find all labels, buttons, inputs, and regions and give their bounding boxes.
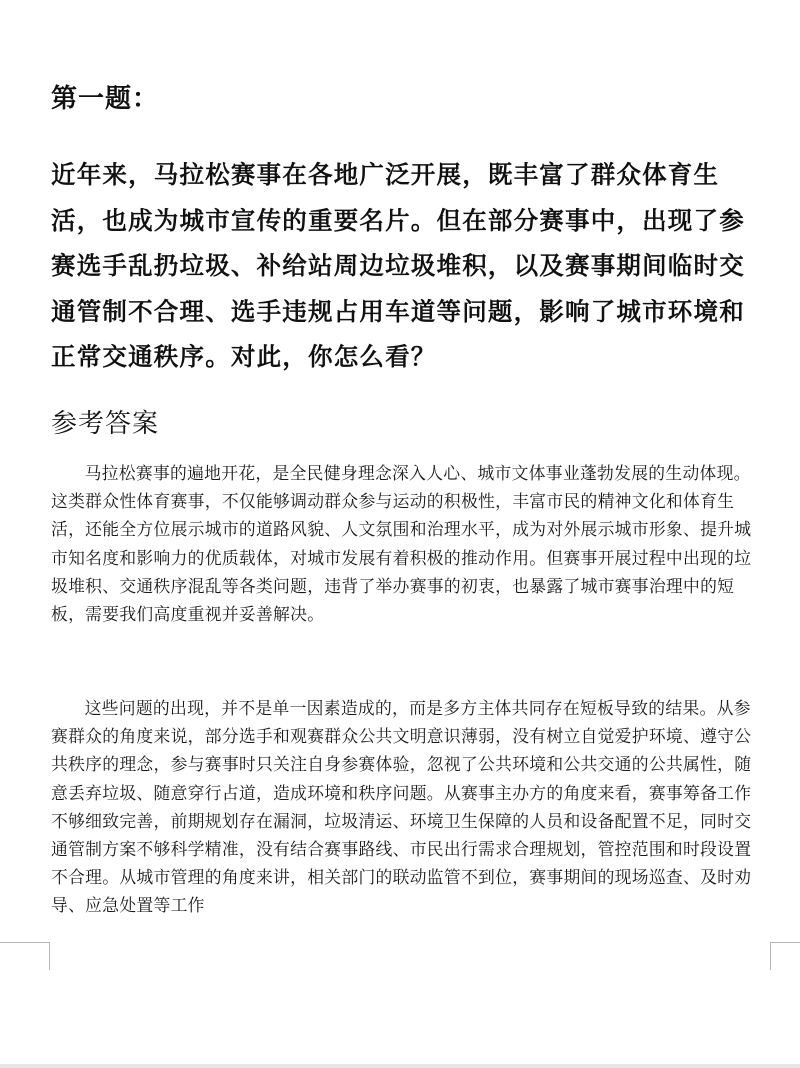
page-corner-mark-right-horizontal <box>770 942 800 943</box>
answer-paragraph-1: 马拉松赛事的遍地开花，是全民健身理念深入人心、城市文体事业蓬勃发展的生动体现。这类群众性体育赛事，不仅能够调动群众参与运动的积极性，丰富市民的精神文化和体育生活，还能全方位展示城市的道路风貌、人文氛围和治理水平，成为对外展示城市形象、提升城市知名度和影响力的优质载体，对城市发展有着积极的推动作用。但赛事开展过程中出现的垃圾堆积、交通秩序混乱等各类问题，违背了举办赛事的初衷，也暴露了城市赛事治理中的短板，需要我们高度重视并妥善解决。 <box>51 463 752 625</box>
page-corner-mark-left-horizontal <box>0 942 49 943</box>
question-text: 近年来，马拉松赛事在各地广泛开展，既丰富了群众体育生活，也成为城市宣传的重要名片。但在部分赛事中，出现了参赛选手乱扔垃圾、补给站周边垃圾堆积，以及赛事期间临时交通管制不合理、选手违规占用车道等问题，影响了城市环境和正常交通秩序。对此，你怎么看？ <box>51 160 745 371</box>
answer-paragraph-2: 这些问题的出现，并不是单一因素造成的，而是多方主体共同存在短板导致的结果。从参赛群众的角度来说，部分选手和观赛群众公共文明意识薄弱，没有树立自觉爱护环境、遵守公共秩序的理念，参与赛事时只关注自身参赛体验，忽视了公共环境和公共交通的公共属性，随意丢弃垃圾、随意穿行占道，造成环境和秩序问题。从赛事主办方的角度来看，赛事筹备工作不够细致完善，前期规划存在漏洞，垃圾清运、环境卫生保障的人员和设备配置不足，同时交通管制方案不够科学精准，没有结合赛事路线、市民出行需求合理规划，管控范围和时段设置不合理。从城市管理的角度来讲，相关部门的联动监管不到位，赛事期间的现场巡查、及时劝导、应急处置等工作 <box>51 698 752 916</box>
page-corner-mark-right-vertical <box>770 942 771 970</box>
answer-heading: 参考答案 <box>51 409 160 439</box>
page-corner-mark-left-vertical <box>49 942 50 970</box>
page-bottom-divider <box>0 1064 800 1068</box>
question-label: 第一题： <box>51 84 160 114</box>
